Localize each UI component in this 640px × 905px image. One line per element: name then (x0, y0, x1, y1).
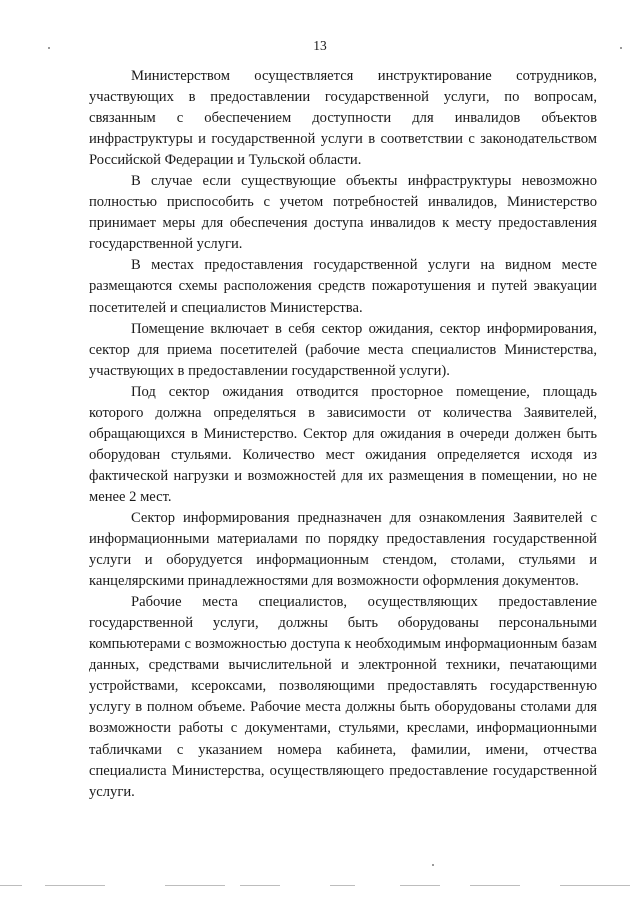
scan-artifact-dot (432, 864, 434, 866)
scan-artifact-line (165, 885, 225, 886)
scan-artifact-line (240, 885, 280, 886)
scan-artifact-dot (48, 47, 50, 49)
scan-artifact-line (45, 885, 105, 886)
scan-artifact-line (400, 885, 440, 886)
paragraph-room-sectors: Помещение включает в себя сектор ожидания, сектор информирования, сектор для приема посетителей (рабочие места специалистов Министерства, участвующих в предоставлении государственной услуги). (89, 320, 597, 379)
paragraph-waiting-sector: Под сектор ожидания отводится просторное помещение, площадь которого должна определяться в зависимости от количества Заявителей, обращающихся в Министерство. Сектор для ожидания в очереди должен быть оборудован стульями. Количество мест ожидания определяется исходя из фактической нагрузки и возможностей для их размещения в помещении, но не менее 2 мест. (89, 383, 597, 505)
scan-artifact-dot (620, 47, 622, 49)
paragraph-evacuation-schemes: В местах предоставления государственной услуги на видном месте размещаются схемы расположения средств пожаротушения и путей эвакуации посетителей и специалистов Министерства. (89, 257, 597, 316)
scan-artifact-line (470, 885, 520, 886)
paragraph-infrastructure-adaptation: В случае если существующие объекты инфраструктуры невозможно полностью приспособить с учетом потребностей инвалидов, Министерство принимает меры для обеспечения доступа инвалидов к месту предоставления государственной услуги. (89, 173, 597, 253)
paragraph-instruction-of-staff: Министерством осуществляется инструктирование сотрудников, участвующих в предоставлении государственной услуги, по вопросам, связанным с обеспечением доступности для инвалидов объектов инфраструктуры и государственной услуги в соответствии с законодательством Российской Федерации и Тульской области. (89, 68, 597, 169)
paragraph-workplaces: Рабочие места специалистов, осуществляющих предоставление государственной услуги, должны быть оборудованы персональными компьютерами с возможностью доступа к необходимым информационным базам данных, средствами вычислительной и электронной техники, печатающими устройствами, ксероксами, позволяющими предоставлять государственную услугу в полном объеме. Рабочие места должны быть оборудованы столами для возможности работы с документами, стульями, креслами, информационными табличками с указанием номера кабинета, фамилии, имени, отчества специалиста Министерства, осуществляющего предоставление государственной услуги. (89, 594, 597, 800)
document-body (89, 66, 597, 803)
paragraph-information-sector: Сектор информирования предназначен для ознакомления Заявителей с информационными материалами по порядку предоставления государственной услуги и оборудуется информационным стендом, столами, стульями и канцелярскими принадлежностями для возможности оформления документов. (89, 509, 597, 590)
scan-artifact-line (0, 885, 22, 886)
scan-artifact-line (560, 885, 630, 886)
scan-artifact-line (330, 885, 355, 886)
page-number: 13 (313, 38, 327, 53)
